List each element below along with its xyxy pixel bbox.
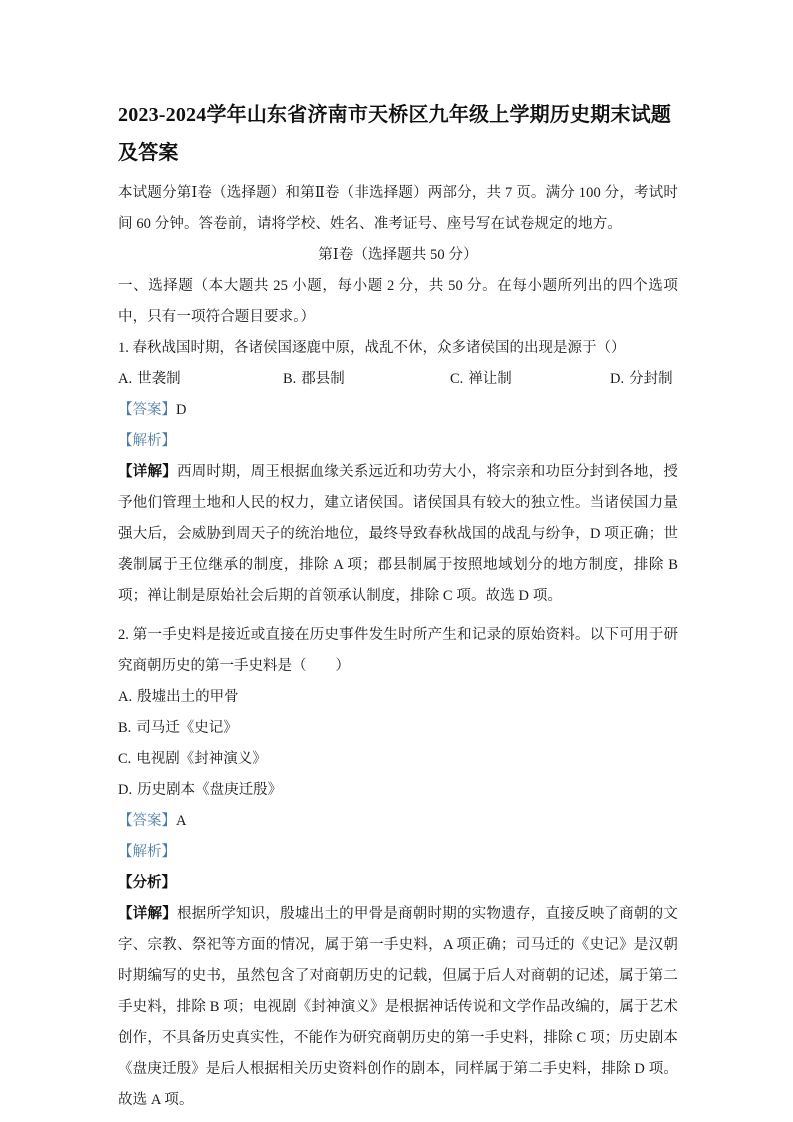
analysis-label: 【解析】 <box>118 433 176 449</box>
option-text: 历史剧本《盘庚迁殷》 <box>137 782 283 798</box>
answer-label: 【答案】 <box>118 402 176 418</box>
detail-label: 【详解】 <box>118 906 177 922</box>
option-letter: A. <box>118 371 133 387</box>
option-a[interactable] <box>118 364 283 395</box>
option-letter: C. <box>450 371 464 387</box>
answer-label: 【答案】 <box>118 813 176 829</box>
answer-line <box>118 806 678 837</box>
detail-text: 西周时期，周王根据血缘关系远近和功劳大小，将宗亲和功臣分封到各地，授予他们管理土地和人民的权力，建立诸侯国。诸侯国具有较大的独立性。当诸侯国力量强大后，会威胁到周天子的统治地位，最终导致春秋战国的战乱与纷争，D 项正确；世袭制属于王位继承的制度，排除 A 项；郡县制属于按照地域划分的地方制度，排除 B 项；禅让制是原始社会后期的首领承认制度，排除 C 项。故选 D 项。 <box>118 464 678 604</box>
option-text: 禅让制 <box>468 371 512 387</box>
question-options <box>118 364 678 395</box>
option-letter: C. <box>118 751 132 767</box>
option-c[interactable] <box>450 364 610 395</box>
option-d[interactable] <box>610 364 700 395</box>
page-title: 2023-2024学年山东省济南市天桥区九年级上学期历史期末试题及答案 <box>118 104 672 164</box>
analysis-label: 【解析】 <box>118 844 176 860</box>
detail-paragraph <box>118 457 678 612</box>
option-letter: D. <box>610 371 625 387</box>
answer-value: A <box>176 813 187 829</box>
question-block <box>118 333 678 612</box>
answer-value: D <box>176 402 187 418</box>
option-c[interactable] <box>118 744 450 775</box>
option-letter: D. <box>118 782 133 798</box>
section-heading: 第Ⅰ卷（选择题共 50 分） <box>318 247 478 263</box>
question-gap <box>118 612 678 620</box>
section-instruction: 一、选择题（本大题共 25 小题，每小题 2 分，共 50 分。在每小题所列出的四个选项中，只有一项符合题目要求。） <box>118 278 678 325</box>
option-d[interactable] <box>118 775 450 806</box>
option-text: 殷墟出土的甲骨 <box>137 689 239 705</box>
option-text: 电视剧《封神演义》 <box>136 751 267 767</box>
exam-intro-paragraph: 本试题分第Ⅰ卷（选择题）和第Ⅱ卷（非选择题）两部分，共 7 页。满分 100 分，考试时间 60 分钟。答卷前，请将学校、姓名、准考证号、座号写在试卷规定的地方。 <box>118 185 678 232</box>
question-options <box>118 682 678 806</box>
question-stem: 2. 第一手史料是接近或直接在历史事件发生时所产生和记录的原始资料。以下可用于研究商朝历史的第一手史料是（ ） <box>118 627 678 674</box>
option-letter: A. <box>118 689 133 705</box>
question-stem: 1. 春秋战国时期，各诸侯国逐鹿中原，战乱不休，众多诸侯国的出现是源于（） <box>118 340 626 356</box>
option-b[interactable] <box>118 713 450 744</box>
option-b[interactable] <box>283 364 450 395</box>
detail-paragraph <box>118 899 678 1116</box>
detail-label: 【详解】 <box>118 464 177 480</box>
option-text: 世袭制 <box>137 371 181 387</box>
answer-line <box>118 395 678 426</box>
option-letter: B. <box>283 371 297 387</box>
option-text: 分封制 <box>629 371 673 387</box>
question-block <box>118 620 678 1116</box>
option-a[interactable] <box>118 682 450 713</box>
detail-text: 根据所学知识，殷墟出土的甲骨是商朝时期的实物遗存，直接反映了商朝的文字、宗教、祭祀等方面的情况，属于第一手史料，A 项正确；司马迁的《史记》是汉朝时期编写的史书，虽然包含了对商朝历史的记载，但属于后人对商朝的记述，属于第二手史料，排除 B 项；电视剧《封神演义》是根据神话传说和文学作品改编的，属于艺术创作，不具备历史真实性，不能作为研究商朝历史的第一手史料，排除 C 项；历史剧本《盘庚迁殷》是后人根据相关历史资料创作的剧本，同样属于第二手史料，排除 D 项。故选 A 项。 <box>118 906 678 1108</box>
breakdown-label: 【分析】 <box>118 875 176 891</box>
option-letter: B. <box>118 720 132 736</box>
option-text: 司马迁《史记》 <box>136 720 238 736</box>
option-text: 郡县制 <box>301 371 345 387</box>
